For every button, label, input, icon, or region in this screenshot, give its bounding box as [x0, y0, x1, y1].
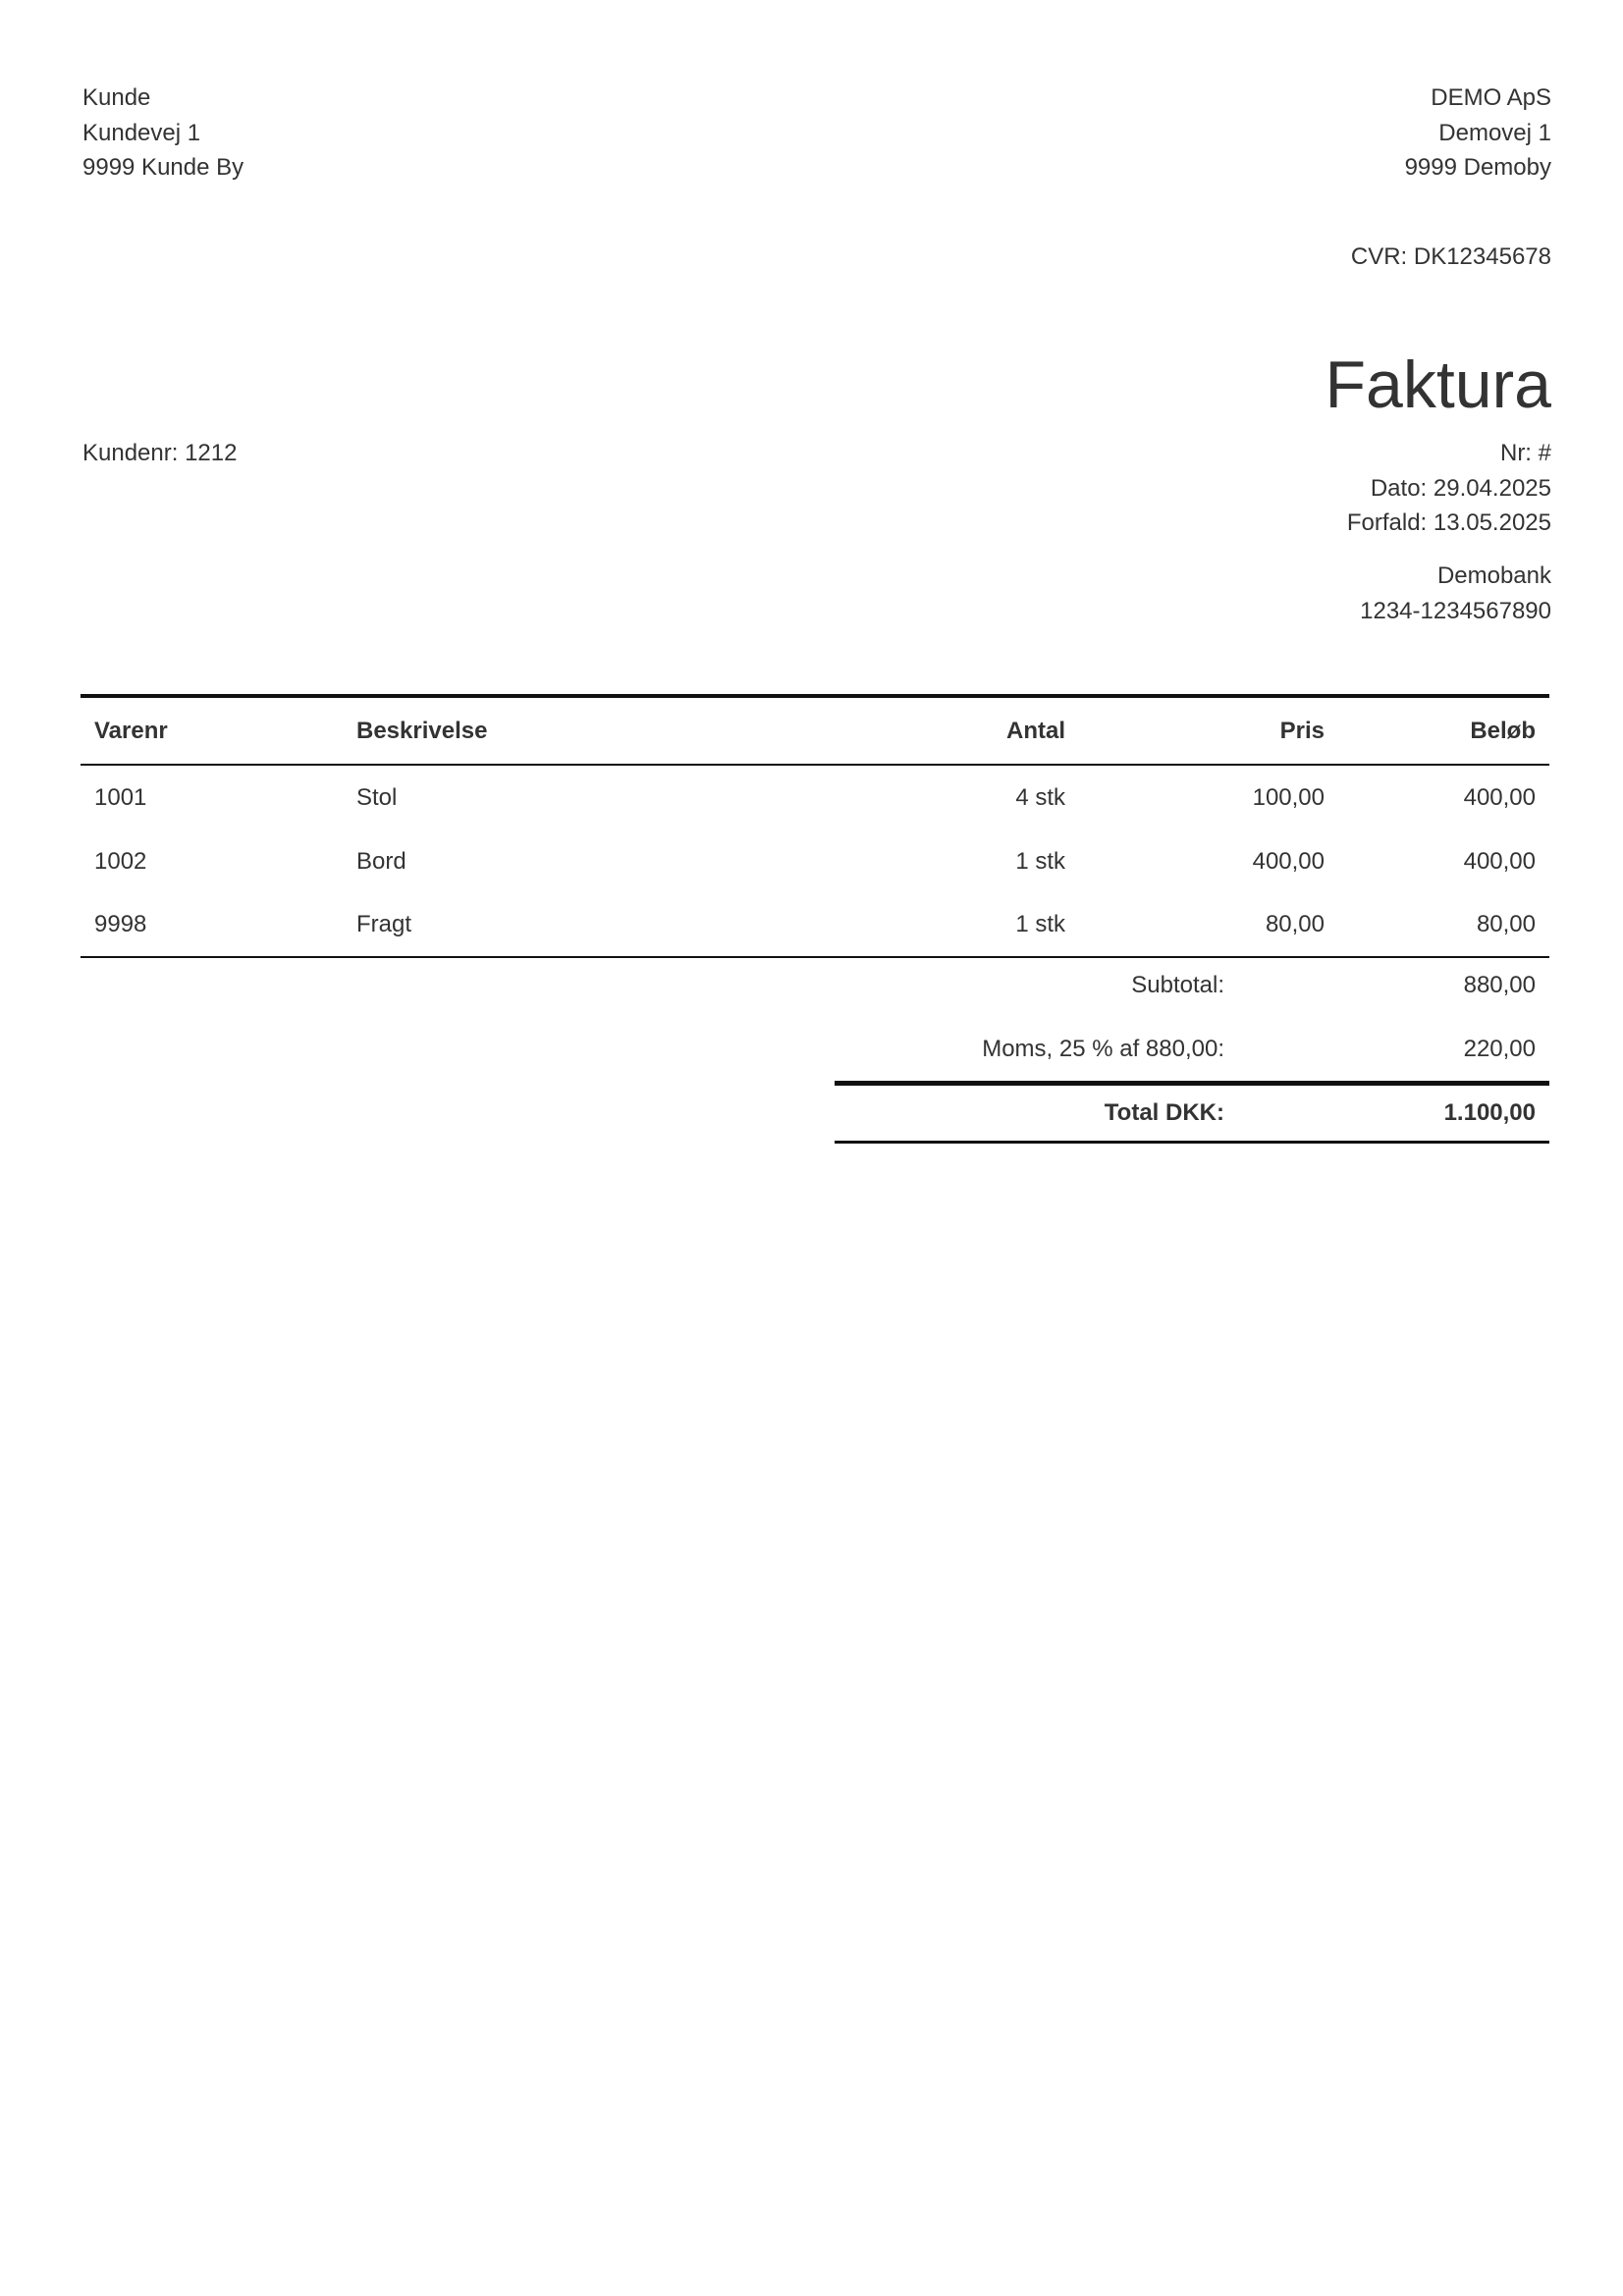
subtotal-value: 880,00 [1463, 971, 1536, 998]
table-row [81, 893, 1549, 957]
company-address [1405, 80, 1551, 186]
company-cvr: CVR: DK12345678 [1350, 243, 1551, 270]
item-price: 100,00 [1252, 784, 1325, 811]
header-price: Pris [1079, 696, 1338, 765]
item-amount: 80,00 [1338, 893, 1549, 957]
item-number: 9998 [81, 893, 343, 957]
bank-name: Demobank [1436, 562, 1551, 589]
table-row [81, 830, 1549, 893]
invoice-meta [1347, 436, 1551, 541]
header-amount: Beløb [1338, 696, 1549, 765]
table-header-row [81, 696, 1549, 765]
total-row [835, 1084, 1549, 1143]
item-quantity: 1 stk [1015, 848, 1065, 875]
customer-street: Kundevej 1 [82, 119, 201, 146]
customer-address [82, 80, 243, 186]
customer-name: Kunde [82, 84, 151, 111]
total-label: Total DKK: [835, 1084, 1238, 1143]
item-description: Stol [356, 784, 398, 811]
item-quantity: 4 stk [1015, 784, 1065, 811]
item-amount: 400,00 [1463, 848, 1536, 875]
customer-number: Kundenr: 1212 [82, 440, 238, 466]
subtotal-row [835, 953, 1549, 1017]
invoice-title: Faktura [1325, 347, 1551, 422]
totals-table [835, 953, 1549, 1144]
header-description: Beskrivelse [343, 696, 784, 765]
company-name: DEMO ApS [1431, 84, 1551, 111]
vat-row [835, 1017, 1549, 1084]
table-row [81, 765, 1549, 830]
header-item-number: Varenr [81, 696, 343, 765]
company-city: 9999 Demoby [1404, 154, 1551, 181]
item-amount: 400,00 [1463, 784, 1536, 811]
items-table [81, 694, 1549, 958]
bank-details [1360, 559, 1551, 628]
subtotal-label: Subtotal: [1131, 971, 1224, 998]
invoice-due-date: Forfald: 13.05.2025 [1346, 509, 1551, 536]
item-quantity: 1 stk [784, 893, 1079, 957]
customer-city: 9999 Kunde By [82, 154, 244, 181]
item-price: 80,00 [1079, 893, 1338, 957]
total-value: 1.100,00 [1238, 1084, 1549, 1143]
invoice-number: Nr: # [1499, 440, 1551, 466]
vat-value: 220,00 [1463, 1035, 1536, 1062]
item-description: Bord [356, 848, 406, 875]
item-number: 1002 [94, 848, 147, 875]
bank-account: 1234-1234567890 [1360, 597, 1551, 624]
company-street: Demovej 1 [1438, 119, 1551, 146]
item-description: Fragt [343, 893, 784, 957]
invoice-date: Dato: 29.04.2025 [1370, 474, 1551, 502]
vat-label: Moms, 25 % af 880,00: [982, 1035, 1224, 1062]
item-price: 400,00 [1252, 848, 1325, 875]
header-quantity: Antal [784, 696, 1079, 765]
item-number: 1001 [94, 784, 147, 811]
